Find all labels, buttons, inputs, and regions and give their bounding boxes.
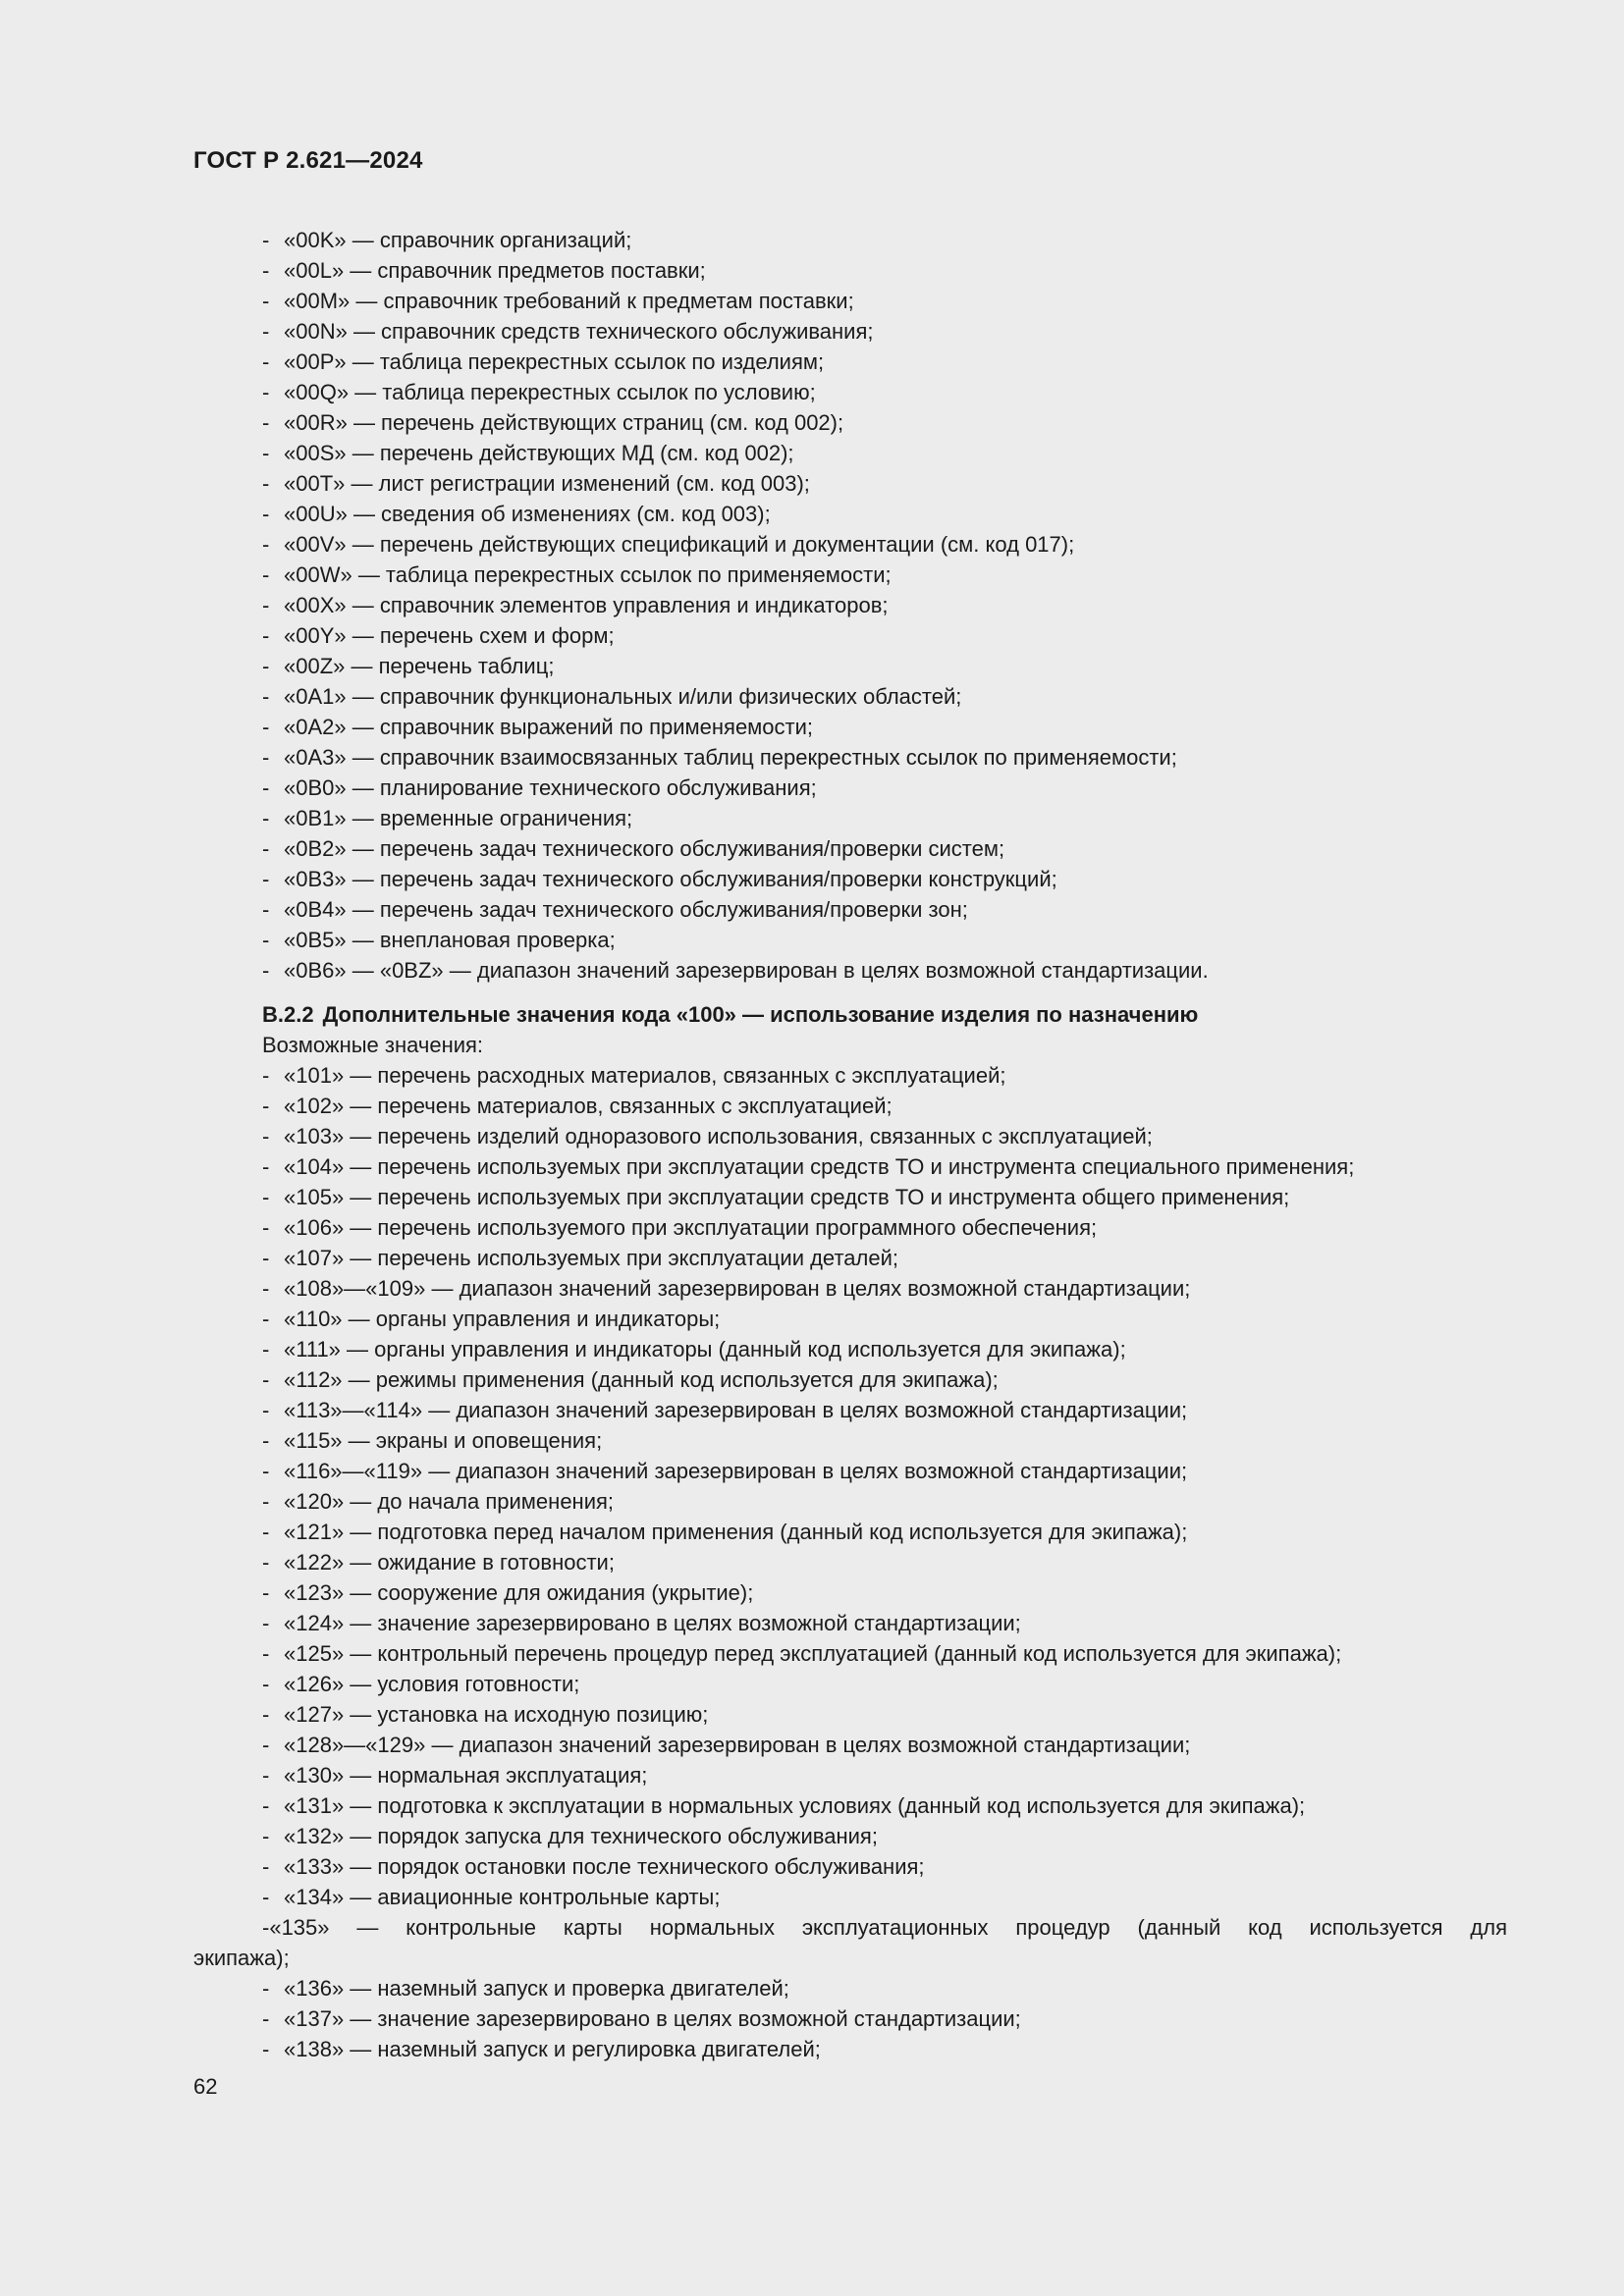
list-item-text: «00X» — справочник элементов управления и индикаторов; bbox=[284, 593, 889, 617]
list-dash: - bbox=[262, 1337, 270, 1362]
list-item-text: «00P» — таблица перекрестных ссылок по изделиям; bbox=[284, 349, 825, 374]
list-item-text: «00N» — справочник средств технического обслуживания; bbox=[284, 319, 874, 344]
list-dash: - bbox=[262, 1398, 270, 1422]
list-dash: - bbox=[262, 684, 270, 709]
wrapped-item-first-line: «135» — контрольные карты нормальных эксплуатационных процедур (данный код используется для bbox=[269, 1915, 1507, 1940]
list-item-text: «00L» — справочник предметов поставки; bbox=[284, 258, 706, 283]
list-dash: - bbox=[262, 1824, 270, 1848]
list-dash: - bbox=[262, 1307, 270, 1331]
list-dash: - bbox=[262, 623, 270, 648]
list-item bbox=[193, 255, 1507, 286]
list-item-text: «134» — авиационные контрольные карты; bbox=[284, 1885, 721, 1909]
list-dash: - bbox=[262, 349, 270, 374]
document-header: ГОСТ Р 2.621—2024 bbox=[193, 147, 423, 174]
list-item-text: «0B4» — перечень задач технического обслуживания/проверки зон; bbox=[284, 897, 968, 922]
list-item-text: «128»—«129» — диапазон значений зарезервирован в целях возможной стандартизации; bbox=[284, 1733, 1191, 1757]
list-item bbox=[193, 1577, 1507, 1608]
list-dash: - bbox=[262, 593, 270, 617]
list-item-text: «108»—«109» — диапазон значений зарезервирован в целях возможной стандартизации; bbox=[284, 1276, 1191, 1301]
list-item-text: «0B6» — «0BZ» — диапазон значений зарезервирован в целях возможной стандартизации. bbox=[284, 958, 1209, 983]
code-list-b bbox=[193, 1060, 1507, 1912]
list-item-text: «00M» — справочник требований к предметам поставки; bbox=[284, 289, 854, 313]
list-item bbox=[193, 560, 1507, 590]
list-dash: - bbox=[262, 1915, 270, 1940]
list-item bbox=[193, 955, 1507, 986]
list-item-text: «106» — перечень используемого при эксплуатации программного обеспечения; bbox=[284, 1215, 1098, 1240]
list-item bbox=[193, 681, 1507, 712]
list-dash: - bbox=[262, 289, 270, 313]
list-item-text: «0A2» — справочник выражений по применяемости; bbox=[284, 715, 814, 739]
section-heading bbox=[193, 999, 1507, 1030]
list-dash: - bbox=[262, 1641, 270, 1666]
list-item bbox=[193, 1182, 1507, 1212]
list-dash: - bbox=[262, 1154, 270, 1179]
list-item-text: «127» — установка на исходную позицию; bbox=[284, 1702, 709, 1727]
list-item bbox=[193, 1760, 1507, 1790]
list-item bbox=[193, 925, 1507, 955]
list-dash: - bbox=[262, 1854, 270, 1879]
list-item-text: «00T» — лист регистрации изменений (см. код 003); bbox=[284, 471, 810, 496]
list-dash: - bbox=[262, 1246, 270, 1270]
list-item bbox=[193, 1243, 1507, 1273]
list-item bbox=[193, 1060, 1507, 1091]
list-dash: - bbox=[262, 228, 270, 252]
list-item-text: «120» — до начала применения; bbox=[284, 1489, 615, 1514]
list-dash: - bbox=[262, 654, 270, 678]
list-item bbox=[193, 2003, 1507, 2034]
list-item bbox=[193, 712, 1507, 742]
list-item-text: «0B3» — перечень задач технического обслуживания/проверки конструкций; bbox=[284, 867, 1057, 891]
list-item-text: «110» — органы управления и индикаторы; bbox=[284, 1307, 721, 1331]
list-dash: - bbox=[262, 441, 270, 465]
list-item bbox=[193, 1790, 1507, 1821]
code-list-c bbox=[193, 1973, 1507, 2064]
list-dash: - bbox=[262, 562, 270, 587]
list-item-wrapped bbox=[193, 1912, 1507, 1973]
list-item bbox=[193, 407, 1507, 438]
list-dash: - bbox=[262, 319, 270, 344]
list-dash: - bbox=[262, 380, 270, 404]
list-item bbox=[193, 1486, 1507, 1517]
list-dash: - bbox=[262, 1520, 270, 1544]
list-item bbox=[193, 1669, 1507, 1699]
list-item bbox=[193, 1121, 1507, 1151]
list-item-text: «124» — значение зарезервировано в целях возможной стандартизации; bbox=[284, 1611, 1021, 1635]
list-item bbox=[193, 1304, 1507, 1334]
list-item-text: «137» — значение зарезервировано в целях возможной стандартизации; bbox=[284, 2006, 1021, 2031]
list-dash: - bbox=[262, 928, 270, 952]
list-item bbox=[193, 1517, 1507, 1547]
list-dash: - bbox=[262, 745, 270, 770]
list-dash: - bbox=[262, 2037, 270, 2061]
list-item-text: «00V» — перечень действующих спецификаций и документации (см. код 017); bbox=[284, 532, 1075, 557]
list-item-text: «0B1» — временные ограничения; bbox=[284, 806, 633, 830]
list-item bbox=[193, 590, 1507, 620]
list-item-text: «116»—«119» — диапазон значений зарезервирован в целях возможной стандартизации; bbox=[284, 1459, 1188, 1483]
list-item bbox=[193, 438, 1507, 468]
list-dash: - bbox=[262, 1428, 270, 1453]
list-dash: - bbox=[262, 836, 270, 861]
list-item bbox=[193, 1608, 1507, 1638]
page-number: 62 bbox=[193, 2074, 218, 2099]
list-item-text: «103» — перечень изделий одноразового использования, связанных с эксплуатацией; bbox=[284, 1124, 1153, 1148]
list-item bbox=[193, 1456, 1507, 1486]
list-item-text: «126» — условия готовности; bbox=[284, 1672, 580, 1696]
list-dash: - bbox=[262, 1185, 270, 1209]
list-item bbox=[193, 1212, 1507, 1243]
list-item-text: «130» — нормальная эксплуатация; bbox=[284, 1763, 648, 1788]
list-item-text: «104» — перечень используемых при эксплуатации средств ТО и инструмента специального применения; bbox=[284, 1154, 1355, 1179]
list-item bbox=[193, 1273, 1507, 1304]
list-dash: - bbox=[262, 897, 270, 922]
list-dash: - bbox=[262, 1124, 270, 1148]
list-item-text: «131» — подготовка к эксплуатации в нормальных условиях (данный код используется для экипажа); bbox=[284, 1793, 1306, 1818]
list-item-text: «113»—«114» — диапазон значений зарезервирован в целях возможной стандартизации; bbox=[284, 1398, 1188, 1422]
section-title: Дополнительные значения кода «100» — использование изделия по назначению bbox=[322, 1002, 1199, 1027]
list-dash: - bbox=[262, 1367, 270, 1392]
list-item-text: «00K» — справочник организаций; bbox=[284, 228, 632, 252]
list-item-text: «112» — режимы применения (данный код используется для экипажа); bbox=[284, 1367, 999, 1392]
list-dash: - bbox=[262, 1702, 270, 1727]
list-item bbox=[193, 468, 1507, 499]
list-item-text: «0A3» — справочник взаимосвязанных таблиц перекрестных ссылок по применяемости; bbox=[284, 745, 1177, 770]
list-dash: - bbox=[262, 532, 270, 557]
list-item-text: «00U» — сведения об изменениях (см. код 003); bbox=[284, 502, 771, 526]
list-item-text: «107» — перечень используемых при эксплуатации деталей; bbox=[284, 1246, 898, 1270]
list-item bbox=[193, 377, 1507, 407]
list-item bbox=[193, 499, 1507, 529]
list-item-text: «0B2» — перечень задач технического обслуживания/проверки систем; bbox=[284, 836, 1005, 861]
list-dash: - bbox=[262, 1733, 270, 1757]
list-item-text: «133» — порядок остановки после технического обслуживания; bbox=[284, 1854, 925, 1879]
list-item bbox=[193, 1395, 1507, 1425]
list-dash: - bbox=[262, 410, 270, 435]
list-item bbox=[193, 1821, 1507, 1851]
section-intro: Возможные значения: bbox=[262, 1033, 484, 1057]
list-item bbox=[193, 1547, 1507, 1577]
list-item bbox=[193, 347, 1507, 377]
list-item-text: «105» — перечень используемых при эксплуатации средств ТО и инструмента общего применения; bbox=[284, 1185, 1290, 1209]
list-dash: - bbox=[262, 1489, 270, 1514]
list-item-text: «101» — перечень расходных материалов, связанных с эксплуатацией; bbox=[284, 1063, 1006, 1088]
list-item bbox=[193, 833, 1507, 864]
list-item bbox=[193, 651, 1507, 681]
list-item-text: «125» — контрольный перечень процедур перед эксплуатацией (данный код используется для экипажа); bbox=[284, 1641, 1342, 1666]
list-item bbox=[193, 1699, 1507, 1730]
list-item bbox=[193, 1425, 1507, 1456]
list-item-text: «123» — сооружение для ожидания (укрытие); bbox=[284, 1580, 754, 1605]
list-dash: - bbox=[262, 2006, 270, 2031]
list-item bbox=[193, 225, 1507, 255]
list-dash: - bbox=[262, 715, 270, 739]
list-item-text: «00Z» — перечень таблиц; bbox=[284, 654, 555, 678]
list-dash: - bbox=[262, 1215, 270, 1240]
list-dash: - bbox=[262, 806, 270, 830]
list-item bbox=[193, 1091, 1507, 1121]
list-item bbox=[193, 894, 1507, 925]
list-dash: - bbox=[262, 1580, 270, 1605]
list-dash: - bbox=[262, 1976, 270, 2001]
list-dash: - bbox=[262, 1793, 270, 1818]
list-item-text: «00Y» — перечень схем и форм; bbox=[284, 623, 615, 648]
list-item bbox=[193, 1851, 1507, 1882]
list-dash: - bbox=[262, 258, 270, 283]
list-item-text: «138» — наземный запуск и регулировка двигателей; bbox=[284, 2037, 821, 2061]
list-item bbox=[193, 1334, 1507, 1364]
list-item bbox=[193, 803, 1507, 833]
list-dash: - bbox=[262, 1550, 270, 1575]
list-item-text: «0B5» — внеплановая проверка; bbox=[284, 928, 616, 952]
list-item-text: «122» — ожидание в готовности; bbox=[284, 1550, 615, 1575]
list-item-text: «00W» — таблица перекрестных ссылок по применяемости; bbox=[284, 562, 892, 587]
page-content bbox=[193, 225, 1507, 2064]
list-dash: - bbox=[262, 1763, 270, 1788]
list-item-text: «00Q» — таблица перекрестных ссылок по условию; bbox=[284, 380, 816, 404]
list-item bbox=[193, 1638, 1507, 1669]
list-item bbox=[193, 864, 1507, 894]
list-item-text: «111» — органы управления и индикаторы (данный код используется для экипажа); bbox=[284, 1337, 1126, 1362]
list-dash: - bbox=[262, 502, 270, 526]
list-item bbox=[193, 529, 1507, 560]
list-item bbox=[193, 773, 1507, 803]
list-item-text: «136» — наземный запуск и проверка двигателей; bbox=[284, 1976, 789, 2001]
list-dash: - bbox=[262, 471, 270, 496]
list-item bbox=[193, 286, 1507, 316]
list-item bbox=[193, 1364, 1507, 1395]
list-item bbox=[193, 2034, 1507, 2064]
list-dash: - bbox=[262, 1276, 270, 1301]
list-dash: - bbox=[262, 1611, 270, 1635]
list-item bbox=[193, 316, 1507, 347]
list-item bbox=[193, 620, 1507, 651]
list-item bbox=[193, 1730, 1507, 1760]
list-item-text: «0A1» — справочник функциональных и/или физических областей; bbox=[284, 684, 962, 709]
list-dash: - bbox=[262, 1885, 270, 1909]
list-dash: - bbox=[262, 1094, 270, 1118]
list-dash: - bbox=[262, 958, 270, 983]
wrapped-item-continuation: экипажа); bbox=[193, 1946, 290, 1970]
list-item-text: «132» — порядок запуска для технического обслуживания; bbox=[284, 1824, 878, 1848]
list-item bbox=[193, 1973, 1507, 2003]
list-item-text: «0B0» — планирование технического обслуживания; bbox=[284, 775, 817, 800]
list-dash: - bbox=[262, 1672, 270, 1696]
code-list-a bbox=[193, 225, 1507, 986]
list-dash: - bbox=[262, 775, 270, 800]
section-number: В.2.2 bbox=[262, 1002, 314, 1027]
list-item-text: «121» — подготовка перед началом применения (данный код используется для экипажа); bbox=[284, 1520, 1188, 1544]
list-item-text: «00R» — перечень действующих страниц (см. код 002); bbox=[284, 410, 844, 435]
list-dash: - bbox=[262, 1063, 270, 1088]
list-item bbox=[193, 1882, 1507, 1912]
list-item bbox=[193, 742, 1507, 773]
list-dash: - bbox=[262, 867, 270, 891]
list-item-text: «115» — экраны и оповещения; bbox=[284, 1428, 603, 1453]
list-item-text: «00S» — перечень действующих МД (см. код 002); bbox=[284, 441, 794, 465]
list-item-text: «102» — перечень материалов, связанных с эксплуатацией; bbox=[284, 1094, 893, 1118]
list-item bbox=[193, 1151, 1507, 1182]
list-dash: - bbox=[262, 1459, 270, 1483]
